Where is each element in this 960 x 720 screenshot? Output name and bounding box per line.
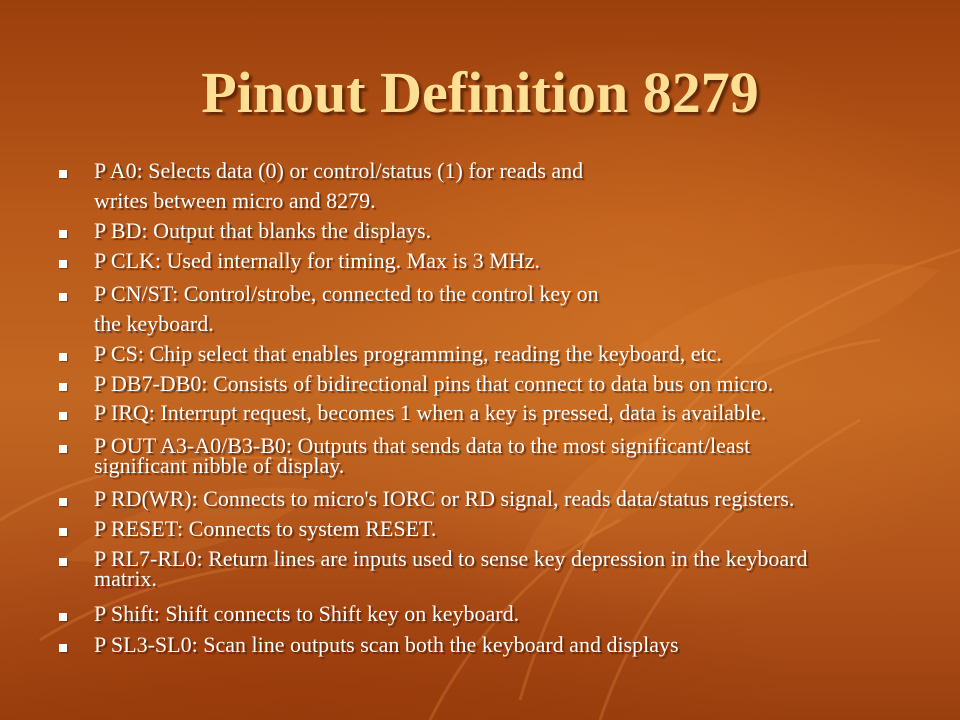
bullet-text: P Shift: Shift connects to Shift key on keyboard. <box>94 601 520 626</box>
bullet-text: P IRQ: Interrupt request, becomes 1 when a key is pressed, data is available. <box>94 400 767 425</box>
bullet-text: P DB7-DB0: Consists of bidirectional pins that connect to data bus on micro. <box>94 371 774 396</box>
square-bullet-icon <box>59 412 67 420</box>
bullet-text: P A0: Selects data (0) or control/status (1) for reads and writes between micro and 8279. <box>94 158 584 213</box>
slide-title: Pinout Definition 8279 <box>201 60 759 125</box>
bullet-text: P CLK: Used internally for timing. Max is 3 MHz. <box>94 248 540 273</box>
square-bullet-icon <box>59 558 67 566</box>
bullet-text: P SL3-SL0: Scan line outputs scan both the keyboard and displays <box>94 632 679 657</box>
bullet-text: P RL7-RL0: Return lines are inputs used to sense key depression in the keyboard matrix. <box>94 546 808 591</box>
square-bullet-icon <box>59 230 67 238</box>
bullet-text: P BD: Output that blanks the displays. <box>94 218 432 243</box>
bullet-text: P RD(WR): Connects to micro's IORC or RD signal, reads data/status registers. <box>94 486 795 511</box>
square-bullet-icon <box>59 644 67 652</box>
square-bullet-icon <box>59 260 67 268</box>
bullet-text: P RESET: Connects to system RESET. <box>94 516 437 541</box>
square-bullet-icon <box>59 528 67 536</box>
square-bullet-icon <box>59 353 67 361</box>
bullet-text: P CN/ST: Control/strobe, connected to the control key on the keyboard. <box>94 281 599 336</box>
square-bullet-icon <box>59 383 67 391</box>
square-bullet-icon <box>59 613 67 621</box>
square-bullet-icon <box>59 170 67 178</box>
square-bullet-icon <box>59 498 67 506</box>
square-bullet-icon <box>59 445 67 453</box>
bullet-text: P CS: Chip select that enables programming, reading the keyboard, etc. <box>94 341 722 366</box>
bullet-text: P OUT A3-A0/B3-B0: Outputs that sends data to the most significant/least significant nibble of display. <box>94 433 751 478</box>
square-bullet-icon <box>59 293 67 301</box>
